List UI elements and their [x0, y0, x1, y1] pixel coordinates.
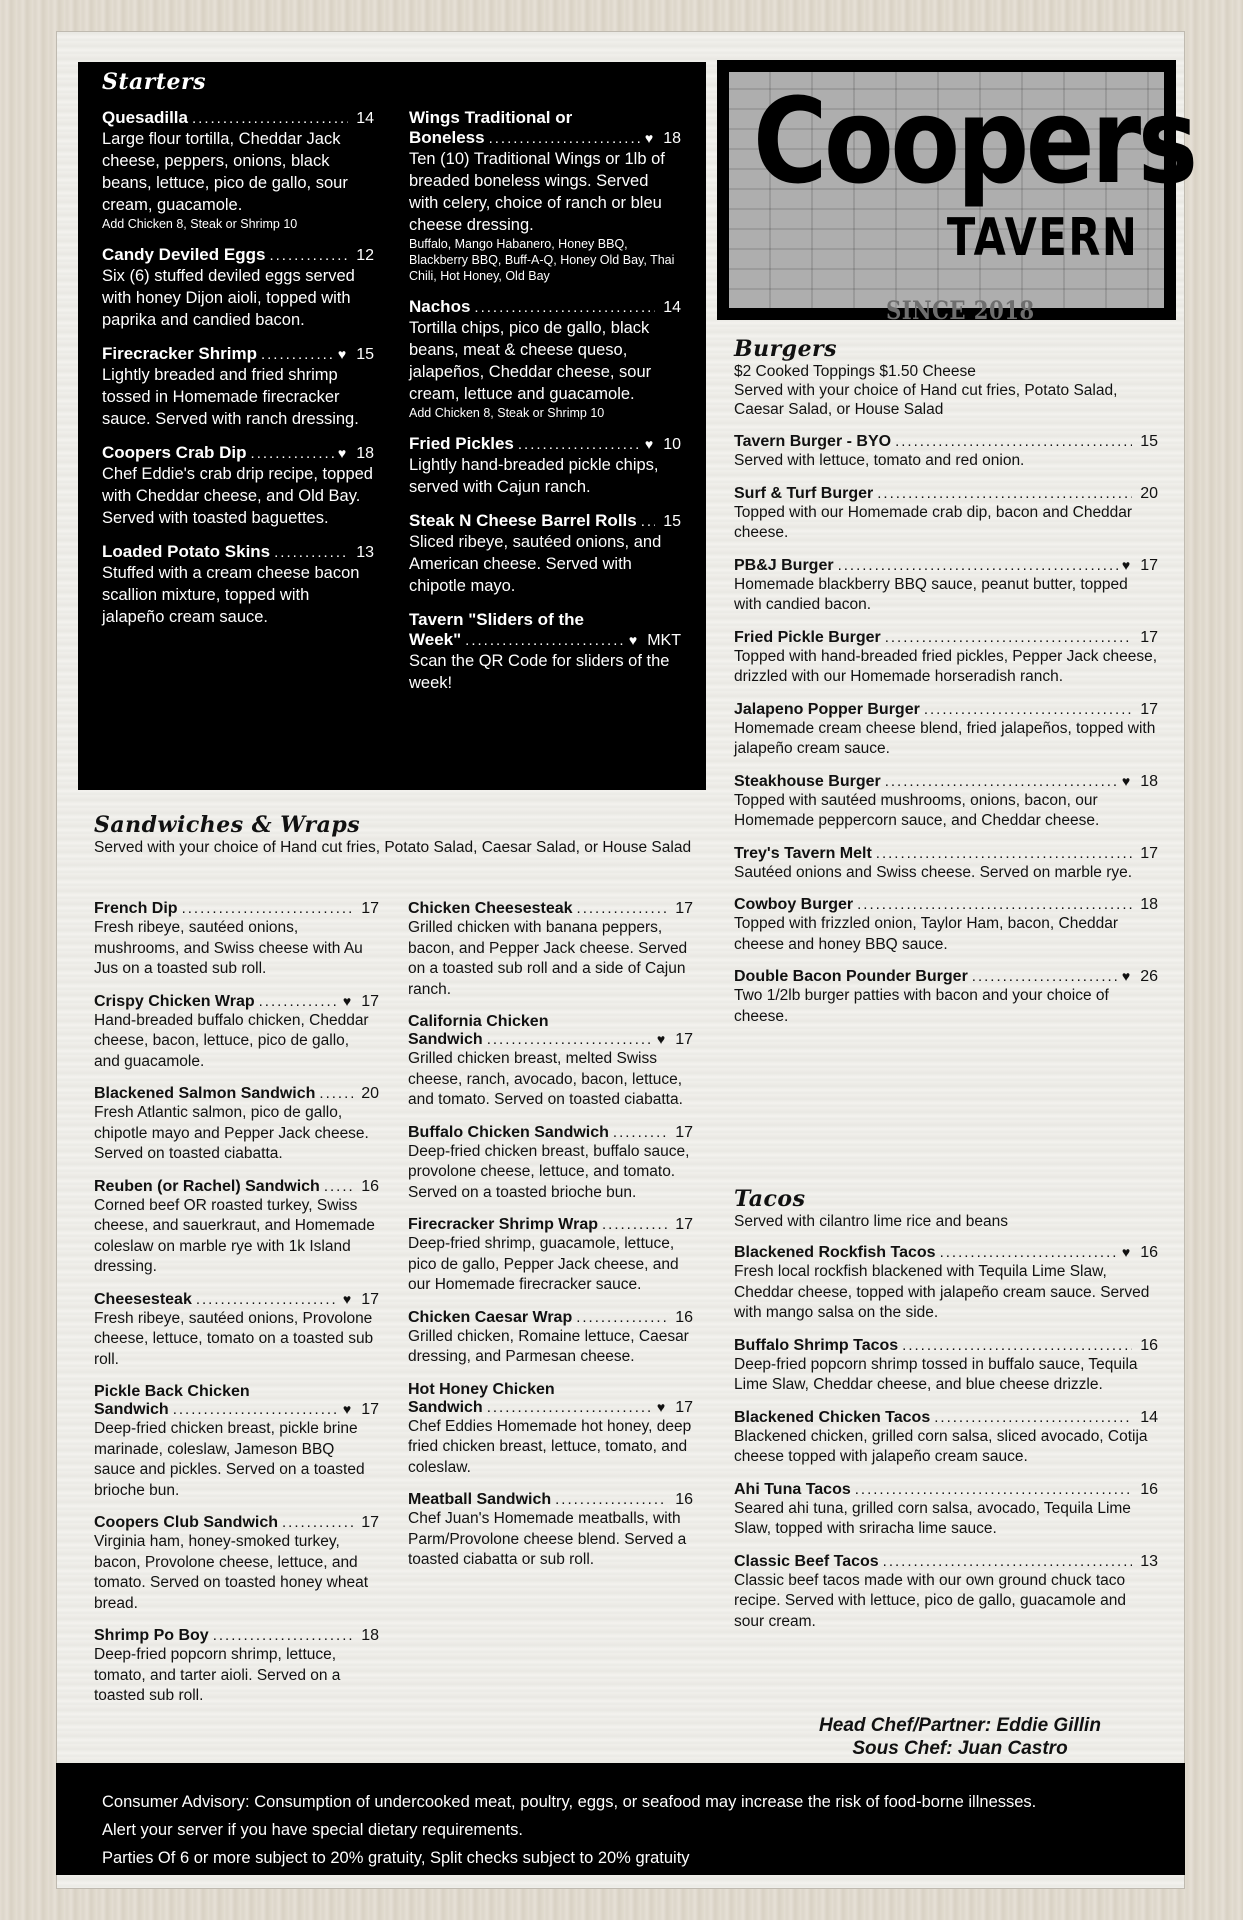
- item-desc: Sliced ribeye, sautéed onions, and American cheese. Served with chipotle mayo.: [409, 533, 662, 595]
- menu-item: [102, 344, 374, 430]
- advisory-line: Alert your server if you have special dietary requirements.: [102, 1821, 523, 1839]
- sandwiches-header: [94, 812, 708, 857]
- item-price: 16: [675, 1308, 693, 1326]
- item-desc: Fresh local rockfish blackened with Tequila Lime Slaw, Cheddar cheese, topped with jalapeño cream sauce. Served with mango salsa on the side.: [734, 1263, 1150, 1321]
- item-price: 17: [675, 1398, 693, 1416]
- sandwiches-subtitle: Served with your choice of Hand cut fries, Potato Salad, Caesar Salad, or House Salad: [94, 839, 692, 856]
- item-price: 10: [663, 436, 681, 453]
- item-name: Chicken Caesar Wrap: [408, 1308, 573, 1326]
- item-name: Meatball Sandwich: [408, 1491, 552, 1508]
- item-desc: Hand-breaded buffalo chicken, Cheddar cheese, bacon, lettuce, pico de gallo, and guacamole.: [94, 1011, 369, 1070]
- item-name: Steak N Cheese Barrel Rolls: [409, 511, 637, 530]
- item-price: 15: [1140, 433, 1158, 450]
- item-price: 18: [1140, 896, 1158, 913]
- item-desc: Large flour tortilla, Cheddar Jack cheese, peppers, onions, black beans, lettuce, pico de gallo, sour cream, guacamole.: [102, 130, 348, 214]
- item-price: 14: [356, 110, 374, 127]
- menu-item: [734, 968, 1158, 1027]
- menu-item: [734, 701, 1158, 760]
- item-name: Coopers Club Sandwich: [94, 1514, 279, 1531]
- heart-icon: ♥: [342, 1290, 352, 1307]
- item-desc: Scan the QR Code for sliders of the week!: [409, 652, 670, 692]
- menu-item: [734, 1337, 1158, 1396]
- menu-item: [408, 1124, 693, 1204]
- item-desc: Sautéed onions and Swiss cheese. Served on marble rye.: [734, 863, 1133, 881]
- menu-item: [409, 297, 681, 421]
- menu-item: [734, 1553, 1158, 1633]
- menu-item: [734, 557, 1158, 616]
- item-price: 14: [1140, 1408, 1158, 1426]
- menu-item: [94, 1627, 379, 1707]
- item-price: 17: [675, 1216, 693, 1233]
- item-name-cont: Sandwich: [408, 1398, 483, 1416]
- item-desc: Lightly breaded and fried shrimp tossed in Homemade firecracker sauce. Served with ranch dressing.: [102, 366, 359, 428]
- menu-item: [408, 1309, 693, 1368]
- item-desc: Fresh Atlantic salmon, pico de gallo, chipotle mayo and Pepper Jack cheese. Served on toasted ciabatta.: [94, 1104, 369, 1162]
- item-price: 20: [1140, 484, 1158, 502]
- menu-item: [94, 1085, 379, 1165]
- item-desc: Blackened chicken, grilled corn salsa, sliced avocado, Cotija cheese topped with jalapeño cream sauce.: [734, 1427, 1148, 1465]
- item-name: Blackened Rockfish Tacos: [734, 1244, 936, 1261]
- item-name: Surf & Turf Burger: [734, 484, 874, 502]
- item-desc: Corned beef OR roasted turkey, Swiss cheese, and sauerkraut, and Homemade coleslaw on marble rye with 1k Island dressing.: [94, 1196, 375, 1275]
- item-name: Candy Deviled Eggs: [102, 245, 266, 264]
- heart-icon: ♥: [1121, 1244, 1131, 1260]
- menu-item: [409, 610, 681, 694]
- item-price: 13: [356, 544, 374, 561]
- heart-icon: ♥: [656, 1398, 666, 1415]
- item-desc: Seared ahi tuna, grilled corn salsa, avocado, Tequila Lime Slaw, topped with sriracha lime sauce.: [734, 1499, 1131, 1537]
- item-name: Tavern Burger - BYO: [734, 433, 892, 450]
- item-name: Jalapeno Popper Burger: [734, 700, 920, 718]
- item-name: Firecracker Shrimp Wrap: [408, 1216, 599, 1233]
- menu-item: [734, 1481, 1158, 1540]
- menu-item: [102, 245, 374, 331]
- heart-icon: ♥: [1121, 556, 1131, 573]
- heart-icon: ♥: [337, 445, 347, 461]
- item-name: Tavern "Sliders of the: [409, 610, 584, 629]
- item-desc: Chef Juan's Homemade meatballs, with Parm/Provolone cheese blend. Served a toasted ciabatta or sub roll.: [408, 1510, 687, 1568]
- item-name: Hot Honey Chicken: [408, 1380, 555, 1398]
- item-price: 15: [356, 346, 374, 363]
- item-price: 17: [1140, 844, 1158, 862]
- footer-advisory: [56, 1763, 1185, 1875]
- item-price: 16: [675, 1491, 693, 1508]
- item-price: 18: [1140, 772, 1158, 790]
- item-desc: Deep-fried shrimp, guacamole, lettuce, pico de gallo, Pepper Jack cheese, and our Homemade firecracker sauce.: [408, 1235, 679, 1293]
- item-price: 26: [1140, 968, 1158, 985]
- item-desc: Topped with frizzled onion, Taylor Ham, bacon, Cheddar cheese and honey BBQ sauce.: [734, 915, 1118, 953]
- starters-section: [78, 62, 706, 790]
- item-price: 17: [675, 1123, 693, 1141]
- item-price: MKT: [647, 632, 681, 649]
- item-price: 16: [1140, 1480, 1158, 1498]
- item-name: Ahi Tuna Tacos: [734, 1480, 851, 1498]
- item-desc: Deep-fried chicken breast, buffalo sauce, provolone cheese, lettuce, and tomato. Served on a toasted brioche bun.: [408, 1142, 690, 1201]
- starters-col-right: [409, 108, 681, 707]
- item-note: Add Chicken 8, Steak or Shrimp 10: [409, 406, 605, 420]
- item-name: Blackened Chicken Tacos: [734, 1408, 931, 1426]
- item-price: 17: [1140, 700, 1158, 718]
- sandwiches-col-right: [408, 900, 693, 1584]
- menu-item: [734, 845, 1158, 884]
- menu-item: [408, 1381, 693, 1479]
- logo-name: Coopers: [753, 72, 1195, 210]
- item-desc: Fresh ribeye, sautéed onions, mushrooms, and Swiss cheese with Au Jus on a toasted sub roll.: [94, 919, 363, 977]
- item-price: 17: [361, 1514, 379, 1531]
- item-desc: Served with lettuce, tomato and red onion.: [734, 452, 1025, 469]
- burgers-section: [734, 336, 1158, 1040]
- item-name: Shrimp Po Boy: [94, 1627, 209, 1644]
- item-price: 16: [361, 1177, 379, 1195]
- item-note: Add Chicken 8, Steak or Shrimp 10: [102, 217, 298, 231]
- menu-item: [409, 511, 681, 597]
- heart-icon: ♥: [644, 436, 654, 452]
- item-name: Fried Pickles: [409, 434, 514, 453]
- menu-item: [734, 773, 1158, 832]
- item-desc: Homemade blackberry BBQ sauce, peanut butter, topped with candied bacon.: [734, 575, 1128, 613]
- menu-item: [408, 1013, 693, 1111]
- logo: [717, 60, 1195, 320]
- item-name: Classic Beef Tacos: [734, 1552, 879, 1570]
- menu-item: [94, 1383, 379, 1501]
- item-price: 18: [663, 130, 681, 147]
- tacos-subtitle: Served with cilantro lime rice and beans: [734, 1213, 1008, 1230]
- item-price: 16: [1140, 1336, 1158, 1354]
- menu-item: [734, 629, 1158, 688]
- menu-item: [94, 900, 379, 980]
- item-price: 17: [361, 1290, 379, 1308]
- logo-brick-panel: [729, 72, 1195, 308]
- starters-col-left: [102, 108, 374, 641]
- heart-icon: ♥: [656, 1031, 666, 1047]
- menu-item: [734, 433, 1158, 472]
- item-desc: Grilled chicken with banana peppers, bacon, and Pepper Jack cheese. Served on a toasted sub roll and a side of Cajun ranch.: [408, 919, 688, 998]
- item-desc: Classic beef tacos made with our own ground chuck taco recipe. Served with lettuce, pico de gallo, guacamole and sour cream.: [734, 1571, 1127, 1630]
- heart-icon: ♥: [342, 992, 352, 1009]
- menu-item: [94, 1514, 379, 1614]
- menu-item: [408, 900, 693, 1000]
- item-name: California Chicken: [408, 1013, 549, 1030]
- item-price: 17: [361, 900, 379, 917]
- item-name: Nachos: [409, 297, 471, 316]
- item-price: 17: [1140, 628, 1158, 646]
- menu-item: [409, 108, 681, 284]
- head-chef: Head Chef/Partner: Eddie Gillin: [819, 1715, 1101, 1736]
- heart-icon: ♥: [1121, 968, 1131, 984]
- item-desc: Chef Eddie's crab drip recipe, topped with Cheddar cheese, and Old Bay. Served with toasted baguettes.: [102, 465, 373, 527]
- item-price: 18: [356, 445, 374, 462]
- item-price: 14: [663, 299, 681, 316]
- menu-item: [408, 1216, 693, 1296]
- item-name: Cowboy Burger: [734, 896, 854, 913]
- menu-item: [734, 1244, 1158, 1324]
- menu-item: [408, 1491, 693, 1571]
- item-desc: Lightly hand-breaded pickle chips, served with Cajun ranch.: [409, 456, 659, 496]
- item-name: Buffalo Shrimp Tacos: [734, 1336, 899, 1354]
- menu-item: [409, 434, 681, 498]
- heart-icon: ♥: [628, 632, 638, 648]
- item-desc: Fresh ribeye, sautéed onions, Provolone cheese, lettuce, tomato on a toasted sub roll.: [94, 1309, 374, 1368]
- item-price: 15: [663, 513, 681, 530]
- item-name: French Dip: [94, 900, 178, 917]
- item-desc: Stuffed with a cream cheese bacon scallion mixture, topped with jalapeño cream sauce.: [102, 564, 360, 626]
- item-price: 12: [356, 247, 374, 264]
- item-price: 20: [361, 1085, 379, 1102]
- item-desc: Virginia ham, honey-smoked turkey, bacon, Provolone cheese, lettuce, and tomato. Served on toasted honey wheat bread.: [94, 1533, 369, 1612]
- item-desc: Six (6) stuffed deviled eggs served with honey Dijon aioli, topped with paprika and candied bacon.: [102, 267, 355, 329]
- menu-item: [734, 896, 1158, 955]
- item-desc: Topped with sautéed mushrooms, onions, bacon, our Homemade peppercorn sauce, and Cheddar cheese.: [734, 791, 1100, 829]
- item-name-cont: Boneless: [409, 128, 485, 147]
- item-name: Loaded Potato Skins: [102, 542, 271, 561]
- advisory-line: Consumer Advisory: Consumption of undercooked meat, poultry, eggs, or seafood may increase the risk of food-borne illnesses.: [102, 1793, 1037, 1811]
- item-price: 18: [361, 1627, 379, 1644]
- burgers-subtitle: $2 Cooked Toppings $1.50 Cheese: [734, 363, 976, 380]
- advisory-line: Parties Of 6 or more subject to 20% gratuity, Split checks subject to 20% gratuity: [102, 1849, 690, 1867]
- menu-item: [94, 1291, 379, 1371]
- item-name: Cheesesteak: [94, 1290, 192, 1308]
- item-price: 16: [1140, 1244, 1158, 1261]
- menu-item: [94, 993, 379, 1073]
- heart-icon: ♥: [644, 130, 654, 146]
- item-name: Wings Traditional or: [409, 108, 573, 127]
- starters-title: Starters: [102, 69, 207, 95]
- chefs-credits: [736, 1714, 1184, 1760]
- item-name: Pickle Back Chicken: [94, 1383, 250, 1400]
- item-desc: Ten (10) Traditional Wings or 1lb of breaded boneless wings. Served with celery, choice of ranch or bleu cheese dressing.: [409, 150, 665, 234]
- item-desc: Topped with hand-breaded fried pickles, Pepper Jack cheese, drizzled with our Homemade horseradish ranch.: [734, 647, 1158, 685]
- burgers-title: Burgers: [734, 336, 838, 362]
- heart-icon: ♥: [1121, 772, 1131, 789]
- item-price: 17: [361, 1401, 379, 1418]
- item-name-cont: Sandwich: [94, 1401, 169, 1418]
- item-price: 17: [675, 900, 693, 917]
- menu-item: [102, 443, 374, 529]
- sous-chef: Sous Chef: Juan Castro: [852, 1738, 1068, 1759]
- menu-item: [102, 108, 374, 232]
- item-name: Chicken Cheesesteak: [408, 900, 573, 917]
- menu-item: [102, 542, 374, 628]
- item-name-cont: Sandwich: [408, 1031, 483, 1048]
- burgers-subtitle-2: Served with your choice of Hand cut fries, Potato Salad, Caesar Salad, or House Salad: [734, 382, 1118, 418]
- item-name: Blackened Salmon Sandwich: [94, 1085, 316, 1102]
- sandwiches-col-left: [94, 900, 379, 1720]
- item-name: Firecracker Shrimp: [102, 344, 257, 363]
- item-name: Double Bacon Pounder Burger: [734, 968, 968, 985]
- tacos-title: Tacos: [734, 1186, 806, 1212]
- heart-icon: ♥: [337, 346, 347, 362]
- item-desc: Deep-fried popcorn shrimp, lettuce, tomato, and tarter aioli. Served on a toasted sub roll.: [94, 1646, 341, 1704]
- item-desc: Tortilla chips, pico de gallo, black beans, meat & cheese queso, jalapeños, Cheddar cheese, sour cream, lettuce and guacamole.: [409, 319, 652, 403]
- logo-sub: TAVERN: [946, 208, 1138, 268]
- item-desc: Two 1/2lb burger patties with bacon and your choice of cheese.: [734, 987, 1109, 1025]
- item-name: Quesadilla: [102, 108, 188, 127]
- since-label: SINCE 2018: [886, 296, 1035, 325]
- menu-item: [734, 1409, 1158, 1468]
- menu-item: [734, 485, 1158, 544]
- item-desc: Deep-fried chicken breast, pickle brine marinade, coleslaw, Jameson BBQ sauce and pickles. Served on a toasted brioche bun.: [94, 1420, 365, 1499]
- item-name: Trey's Tavern Melt: [734, 844, 872, 862]
- menu-item: [94, 1178, 379, 1278]
- item-name-cont: Week": [409, 630, 462, 649]
- item-name: PB&J Burger: [734, 556, 834, 574]
- item-price: 13: [1140, 1552, 1158, 1570]
- tacos-section: [734, 1186, 1158, 1645]
- item-note: Buffalo, Mango Habanero, Honey BBQ, Blackberry BBQ, Buff-A-Q, Honey Old Bay, Thai Chili, Hot Honey, Old Bay: [409, 237, 675, 283]
- item-desc: Grilled chicken breast, melted Swiss cheese, ranch, avocado, bacon, lettuce, and tomato. Served on toasted ciabatta.: [408, 1050, 683, 1108]
- item-name: Crispy Chicken Wrap: [94, 992, 255, 1010]
- item-name: Fried Pickle Burger: [734, 628, 881, 646]
- item-price: 17: [361, 992, 379, 1010]
- item-desc: Grilled chicken, Romaine lettuce, Caesar dressing, and Parmesan cheese.: [408, 1327, 689, 1365]
- item-desc: Deep-fried popcorn shrimp tossed in buffalo sauce, Tequila Lime Slaw, Cheddar cheese, and blue cheese drizzle.: [734, 1355, 1138, 1393]
- item-desc: Topped with our Homemade crab dip, bacon and Cheddar cheese.: [734, 503, 1133, 541]
- item-price: 17: [675, 1031, 693, 1048]
- sandwiches-title: Sandwiches & Wraps: [94, 812, 361, 838]
- heart-icon: ♥: [342, 1401, 352, 1417]
- item-name: Reuben (or Rachel) Sandwich: [94, 1177, 320, 1195]
- item-price: 17: [1140, 556, 1158, 574]
- item-desc: Homemade cream cheese blend, fried jalapeños, topped with jalapeño cream sauce.: [734, 719, 1156, 757]
- item-name: Buffalo Chicken Sandwich: [408, 1123, 609, 1141]
- item-name: Coopers Crab Dip: [102, 443, 247, 462]
- item-desc: Chef Eddies Homemade hot honey, deep fried chicken breast, lettuce, tomato, and coleslaw.: [408, 1417, 692, 1476]
- item-name: Steakhouse Burger: [734, 772, 881, 790]
